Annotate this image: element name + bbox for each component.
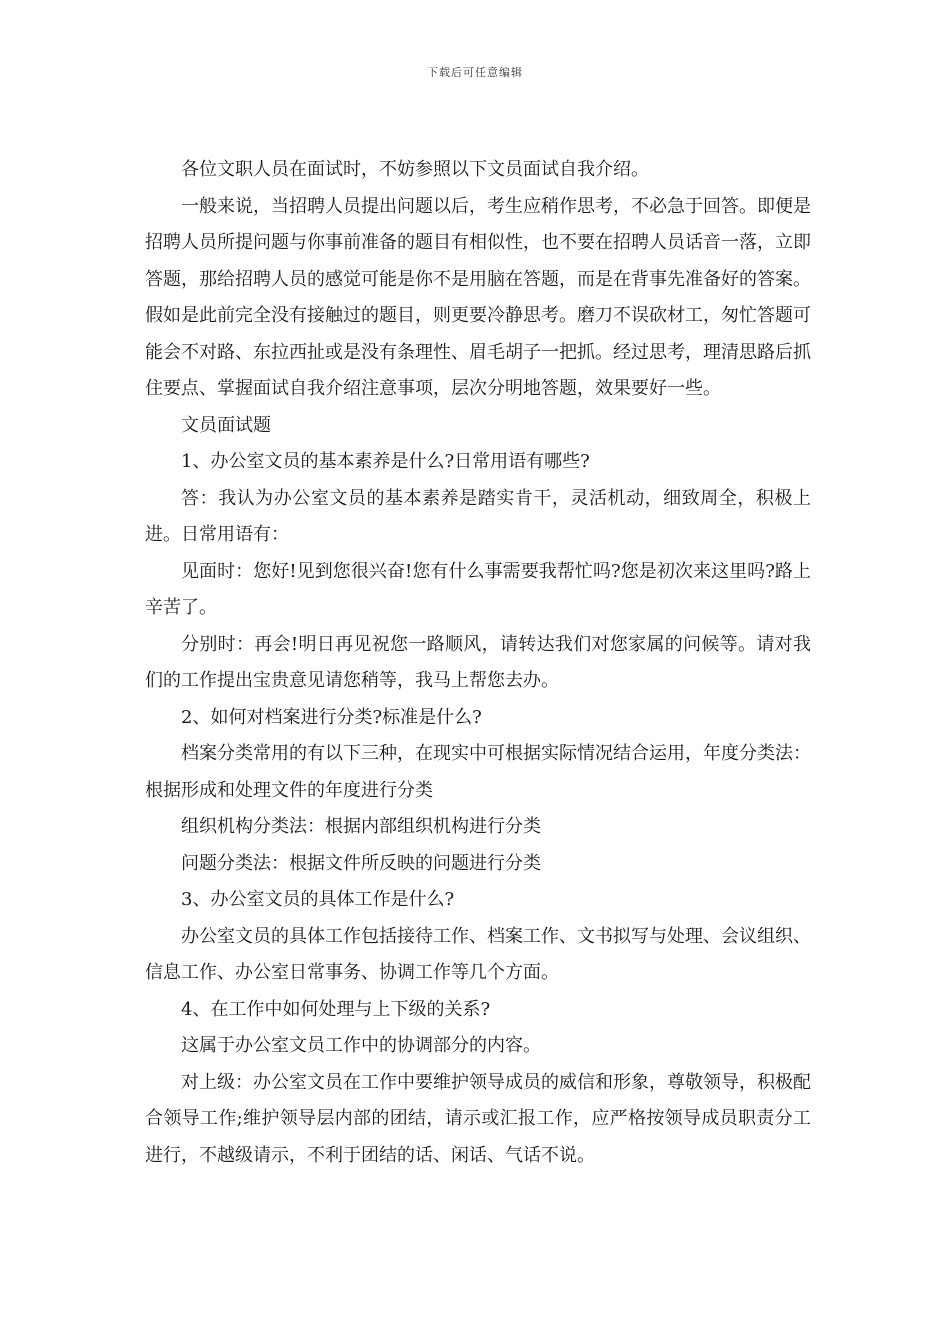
issue-classification: 问题分类法：根据文件所反映的问题进行分类 [181,852,541,874]
question-3: 3、办公室文员的具体工作是什么? [181,889,455,910]
advice-paragraph: 一般来说，当招聘人员提出问题以后，考生应稍作思考，不必急于回答。即便是招聘人员所提问题与你事前准备的题目有相似性，也不要在招聘人员话音一落，立即答题，那给招聘人员的感觉可能是你不是用脑在答题，而是在背事先准备好的答案。假如是此前完全没有接触过的题目，则更要冷静思考。磨刀不误砍材工，匆忙答题可能会不对路、东拉西扯或是没有条理性、眉毛胡子一把抓。经过思考，理清思路后抓住要点、掌握面试自我介绍注意事项，层次分明地答题，效果要好一些。 [145,195,811,399]
answer-4-intro: 这属于办公室文员工作中的协调部分的内容。 [181,1035,541,1056]
question-4: 4、在工作中如何处理与上下级的关系? [181,998,491,1020]
answer-2: 档案分类常用的有以下三种，在现实中可根据实际情况结合运用，年度分类法：根据形成和处理文件的年度进行分类 [145,743,811,801]
document-body [145,152,811,1174]
farewell-phrases: 分别时：再会!明日再见祝您一路顺风，请转达我们对您家属的问候等。请对我们的工作提出宝贵意见请您稍等，我马上帮您去办。 [145,633,811,691]
question-1: 1、办公室文员的基本素养是什么?日常用语有哪些? [181,451,590,472]
intro-paragraph: 各位文职人员在面试时，不妨参照以下文员面试自我介绍。 [181,159,649,180]
answer-3: 办公室文员的具体工作包括接待工作、档案工作、文书拟写与处理、会议组织、信息工作、办公室日常事务、协调工作等几个方面。 [145,925,811,983]
greeting-phrases: 见面时：您好!见到您很兴奋!您有什么事需要我帮忙吗?您是初次来这里吗?路上辛苦了。 [145,560,811,618]
page-header: 下载后可任意编辑 [427,66,523,79]
question-2: 2、如何对档案进行分类?标准是什么? [181,706,482,728]
org-classification: 组织机构分类法：根据内部组织机构进行分类 [181,816,541,837]
answer-1: 答：我认为办公室文员的基本素养是踏实肯干，灵活机动，细致周全，积极上进。日常用语有： [145,487,811,545]
answer-4-superiors: 对上级：办公室文员在工作中要维护领导成员的威信和形象，尊敬领导，积极配合领导工作;维护领导层内部的团结，请示或汇报工作，应严格按领导成员职责分工进行，不越级请示，不利于团结的话、闲话、气话不说。 [145,1071,811,1166]
section-heading: 文员面试题 [181,414,271,436]
